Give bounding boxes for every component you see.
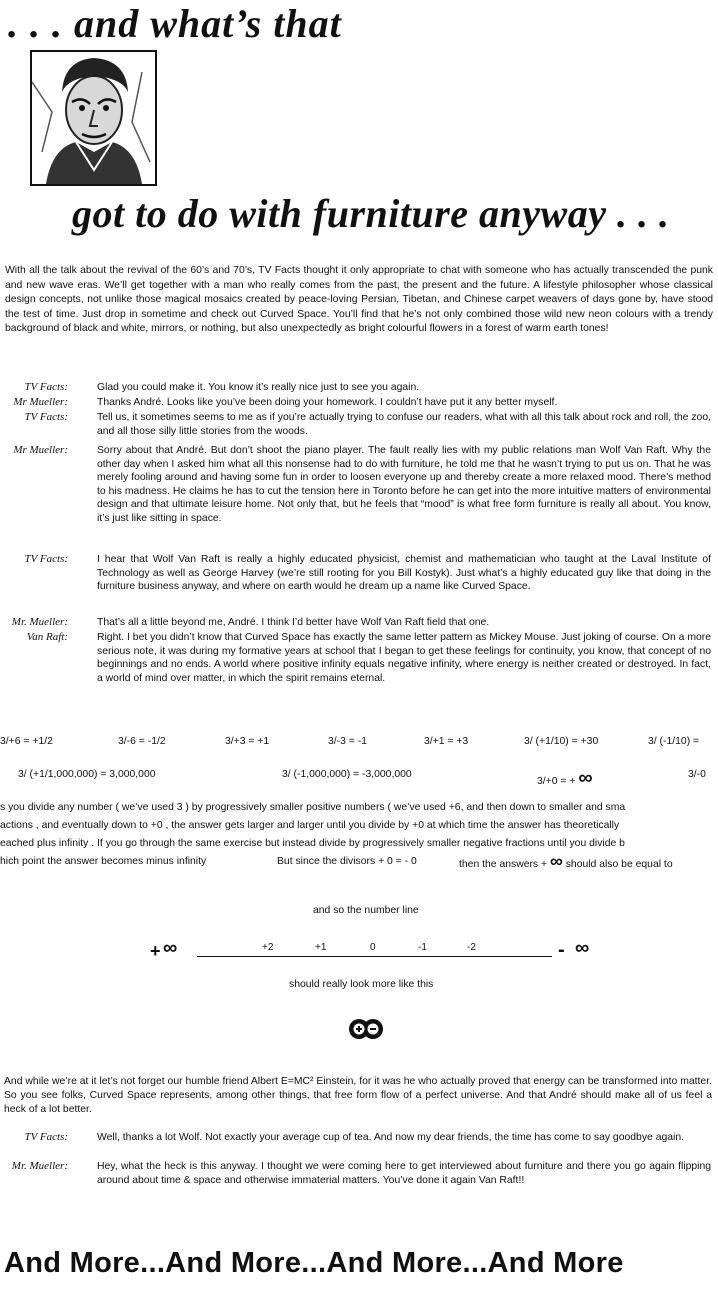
number-line-axis — [197, 956, 552, 957]
speaker-label: TV Facts: — [24, 553, 68, 565]
portrait-illustration — [32, 52, 155, 184]
equation: 3/+6 = +1/2 — [0, 736, 53, 747]
explanation-line: hich point the answer becomes minus infinity — [0, 856, 207, 867]
explanation-tail-text: should also be equal to — [565, 859, 673, 870]
speaker-label: Mr. Mueller: — [11, 616, 68, 628]
speaker-label: TV Facts: — [24, 1131, 68, 1143]
intro-paragraph: With all the talk about the revival of the 60’s and 70’s, TV Facts thought it only appropriate to chat with someone who has actually transcended the punk and new wave eras. We’ll get together with a man who really comes from the past, the present and the future. A lifestyle philosopher whose classical design concepts, not unlike those magical mosaics created by peace-loving Persian, Tibetan, and Chinese carpet weavers of days gone by, have stood the test of time. Just drop in sometime and check out Curved Space. You’ll find that he’s not only combined those wild new neon colours with a trendy background of black and white, mirrors, or nothing, but also unexpectedly as bright colourful flowers in a forest of warm earth tones! — [5, 265, 713, 335]
speaker-label: Van Raft: — [26, 631, 68, 643]
equation: 3/-6 = -1/2 — [118, 736, 166, 747]
equation: 3/ (+1/10) = +30 — [524, 736, 599, 747]
headline-bottom: got to do with furniture anyway . . . — [72, 191, 670, 236]
equation-text: 3/+0 = + — [537, 776, 576, 787]
explanation-tail: But since the divisors + 0 = - 0 — [277, 856, 417, 867]
speaker-label: TV Facts: — [24, 381, 68, 393]
dialogue-text: Tell us, it sometimes seems to me as if you’re actually trying to confuse our readers, what with all this talk about rock and roll, the zoo, and all those silly little stories from the woods. — [97, 412, 711, 437]
speaker-label: Mr Mueller: — [13, 444, 68, 456]
dialogue-text: Sorry about that André. But don’t shoot the piano player. The fault really lies with my public relations man Wolf Van Raft. Why the other day when I asked him what all this nonsense had to do with furniture, he told me that he wasn’t trying to put us on. That he was merely fooling around and having some fun in order to loosen everyone up and thereby create a more relaxed mood. There’s method to his madness. He claims he has to cut the tension here in Toronto before he can get into the more intuitive matters of environmental design and that ultimate leisure home. Not only that, but he feels that “mood” is what free form furniture is really all about. You know, it’s just like sitting in space. — [97, 445, 711, 524]
dialogue-text: Thanks André. Looks like you’ve been doing your homework. I couldn’t have put it any better myself. — [97, 397, 558, 408]
number-line-minus: - — [558, 939, 565, 961]
number-line-tick: -2 — [467, 942, 476, 953]
dialogue-text: I hear that Wolf Van Raft is really a highly educated physicist, chemist and mathematician who taught at the Laval Institute of Technology as well as George Harvey (we’re still rooting for you Bill Kostyk). Just what’s a highly educated guy like that doing in the furniture business anyway, and where on earth would he dream up a name like Curved Space. — [97, 554, 711, 593]
equation: 3/ (+1/1,000,000) = 3,000,000 — [18, 769, 156, 780]
explanation-tail-text: then the answers + — [459, 859, 548, 870]
number-line-tick: -1 — [418, 942, 427, 953]
number-line-plus: + — [150, 941, 161, 961]
explanation-line: eached plus infinity . If you go through the same exercise but instead divide by progressively smaller negative fractions until you divide b — [0, 838, 625, 849]
explanation-tail — [459, 853, 673, 874]
infinity-loop-icon — [348, 1015, 384, 1043]
number-line-after: should really look more like this — [289, 979, 434, 990]
speaker-label: Mr. Mueller: — [11, 1160, 68, 1172]
speaker-label: Mr Mueller: — [13, 396, 68, 408]
equation: 3/-0 — [688, 769, 706, 780]
footer-banner: And More...And More...And More...And More — [4, 1247, 624, 1279]
number-line-tick: 0 — [370, 942, 376, 953]
infinity-icon: ∞ — [575, 937, 590, 959]
infinity-icon: ∞ — [549, 851, 563, 871]
equation: 3/+1 = +3 — [424, 736, 469, 747]
dialogue-text: That’s all a little beyond me, André. I think I’d better have Wolf Van Raft field that one. — [97, 617, 490, 628]
speaker-label: TV Facts: — [24, 411, 68, 423]
equation: 3/+3 = +1 — [225, 736, 270, 747]
equation: 3/-3 = -1 — [328, 736, 367, 747]
equation: 3/ (-1/10) = — [648, 736, 700, 747]
infinity-icon: ∞ — [578, 767, 593, 789]
equation: 3/ (-1,000,000) = -3,000,000 — [282, 769, 412, 780]
closing-paragraph: And while we’re at it let’s not forget our humble friend Albert E=MC² Einstein, for it was he who actually proved that energy can be transformed into matter. So you see folks, Curved Space represents, among other things, that free form flow of a perfect universe. And that André should make all of us feel a heck of a lot better. — [4, 1076, 712, 1115]
dialogue-text: Glad you could make it. You know it’s really nice just to see you again. — [97, 382, 420, 393]
dialogue-text: Right. I bet you didn’t know that Curved Space has exactly the same letter pattern as Mickey Mouse. Just joking of course. On a more serious note, it was during my formative years at school that I began to get these feelings for continuity, you know, that concept of no beginnings and no ends. A world where positive infinity equals negative infinity, where energy is neither created or destroyed. In fact, a world of mind over matter, in which the spirit remains eternal. — [97, 632, 711, 684]
number-line-intro: and so the number line — [313, 905, 419, 916]
number-line — [150, 937, 610, 967]
explanation-line: s you divide any number ( we’ve used 3 ) by progressively smaller positive numbers ( we’ve used +6, and then down to smaller and sma — [0, 802, 626, 813]
portrait-photo — [30, 50, 157, 186]
headline-top: . . . and what’s that — [8, 1, 342, 46]
explanation-line: actions , and eventually down to +0 , the answer gets larger and larger until you divide by +0 at which time the answer has theoretically — [0, 820, 620, 831]
dialogue-text: Well, thanks a lot Wolf. Not exactly your average cup of tea. And now my dear friends, the time has come to say goodbye again. — [97, 1132, 684, 1143]
infinity-icon: ∞ — [163, 937, 178, 959]
number-line-tick: +1 — [315, 942, 327, 953]
equation-infinity — [537, 767, 593, 790]
dialogue-text: Hey, what the heck is this anyway. I thought we were coming here to get interviewed about furniture and there you go again flipping around about time & space and otherwise immaterial matters. You’ve done it again Van Raft!! — [97, 1161, 711, 1186]
number-line-tick: +2 — [262, 942, 274, 953]
